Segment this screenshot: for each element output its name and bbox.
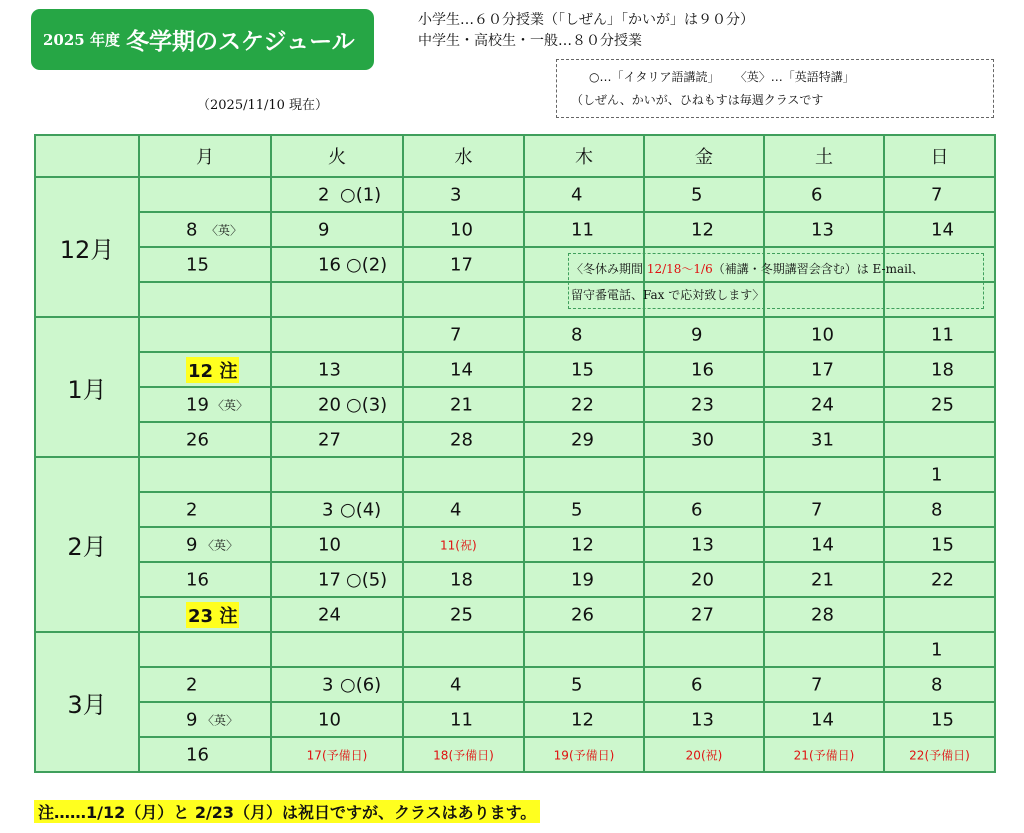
day-number: 1 <box>931 464 943 485</box>
day-number: 10 <box>318 709 341 730</box>
day-number: 15 <box>931 709 954 730</box>
day-number: 15 <box>931 534 954 555</box>
weekday-thu: 木 <box>524 135 644 177</box>
day-number: 3 <box>322 499 334 520</box>
day-cell <box>764 632 884 667</box>
weekday-wed: 水 <box>403 135 524 177</box>
day-cell <box>271 387 403 422</box>
day-number: 14 <box>931 219 954 240</box>
weekday-mon: 月 <box>139 135 271 177</box>
day-cell <box>524 527 644 562</box>
day-cell <box>403 422 524 457</box>
reserve-day: 17(予備日) <box>306 748 368 762</box>
day-cell <box>764 492 884 527</box>
day-number: 16 <box>691 359 714 380</box>
holiday-date: 11(祝) <box>440 538 477 552</box>
italian-mark: ○(2) <box>346 254 388 275</box>
day-cell <box>524 212 644 247</box>
month-label-feb: 2月 <box>35 457 139 632</box>
day-cell <box>764 387 884 422</box>
table-row <box>35 737 995 772</box>
day-cell <box>271 562 403 597</box>
day-cell <box>271 527 403 562</box>
day-number: 6 <box>691 499 703 520</box>
day-cell <box>403 247 524 282</box>
day-number: 13 <box>691 534 714 555</box>
day-cell <box>884 597 995 632</box>
day-number: 22 <box>571 394 594 415</box>
weekday-fri: 金 <box>644 135 764 177</box>
day-number: 20 <box>318 394 341 415</box>
day-cell <box>644 737 764 772</box>
day-number: 26 <box>571 604 594 625</box>
day-number: 4 <box>571 184 583 205</box>
day-cell <box>271 247 403 282</box>
day-cell <box>271 352 403 387</box>
day-cell <box>764 667 884 702</box>
day-cell <box>764 177 884 212</box>
day-number: 26 <box>186 429 209 450</box>
table-row <box>35 702 995 737</box>
day-cell <box>644 387 764 422</box>
english-mark: 〈英〉 <box>202 713 239 727</box>
day-number: 24 <box>811 394 834 415</box>
schedule-calendar <box>34 134 996 773</box>
day-number: 13 <box>691 709 714 730</box>
day-number: 5 <box>571 499 583 520</box>
day-cell <box>403 562 524 597</box>
day-cell <box>764 597 884 632</box>
day-cell <box>884 667 995 702</box>
day-cell <box>139 562 271 597</box>
day-number: 16 <box>318 254 341 275</box>
notice-line-1 <box>571 260 924 277</box>
year-label: 2025 年度 <box>43 31 120 49</box>
day-cell <box>884 492 995 527</box>
table-row <box>35 317 995 352</box>
day-cell <box>644 562 764 597</box>
day-number: 3 <box>450 184 462 205</box>
day-cell <box>524 562 644 597</box>
table-row <box>35 562 995 597</box>
day-cell <box>644 667 764 702</box>
day-cell <box>139 282 271 317</box>
day-cell <box>884 317 995 352</box>
weekday-sat: 土 <box>764 135 884 177</box>
day-number: 16 <box>186 569 209 590</box>
day-number: 23 <box>691 394 714 415</box>
day-number: 10 <box>811 324 834 345</box>
table-row <box>35 457 995 492</box>
day-cell <box>403 282 524 317</box>
day-cell <box>644 492 764 527</box>
day-cell <box>884 422 995 457</box>
day-cell <box>884 527 995 562</box>
day-cell <box>139 352 271 387</box>
corner-cell <box>35 135 139 177</box>
day-cell <box>403 597 524 632</box>
day-number: 12 <box>571 534 594 555</box>
day-number: 30 <box>691 429 714 450</box>
weekday-header-row <box>35 135 995 177</box>
legend-line-2: （しぜん、かいが、ひねもすは毎週クラスです <box>571 93 824 107</box>
day-number: 13 <box>318 359 341 380</box>
table-row <box>35 387 995 422</box>
day-cell <box>139 317 271 352</box>
day-number: 14 <box>811 709 834 730</box>
day-number: 11 <box>571 219 594 240</box>
day-number: 10 <box>450 219 473 240</box>
table-row <box>35 527 995 562</box>
day-number: 21 <box>450 394 473 415</box>
day-cell <box>764 527 884 562</box>
day-number: 7 <box>811 499 823 520</box>
day-cell <box>524 702 644 737</box>
day-number: 9 <box>186 534 198 555</box>
day-number: 19 <box>571 569 594 590</box>
day-cell <box>884 352 995 387</box>
reserve-day: 19(予備日) <box>553 748 615 762</box>
reserve-day: 21(予備日) <box>793 748 855 762</box>
day-number: 9 <box>691 324 703 345</box>
day-number: 8 <box>931 499 943 520</box>
day-cell <box>524 667 644 702</box>
day-cell <box>271 667 403 702</box>
day-cell <box>403 212 524 247</box>
day-number: 22 <box>931 569 954 590</box>
day-cell <box>644 702 764 737</box>
day-cell <box>884 387 995 422</box>
winter-break-notice <box>568 253 984 309</box>
day-number: 2 <box>186 674 198 695</box>
day-number: 12 <box>691 219 714 240</box>
day-number: 4 <box>450 499 462 520</box>
day-number: 17 <box>318 569 341 590</box>
day-number: 17 <box>450 254 473 275</box>
footnote: 注……1/12（月）と 2/23（月）は祝日ですが、クラスはあります。 <box>34 800 540 823</box>
day-number: 27 <box>318 429 341 450</box>
holiday-class-day: 12 注 <box>186 357 239 383</box>
day-number: 25 <box>450 604 473 625</box>
italian-mark: ○(1) <box>340 184 382 205</box>
day-cell <box>403 492 524 527</box>
day-number: 14 <box>450 359 473 380</box>
day-number: 11 <box>931 324 954 345</box>
day-cell <box>644 457 764 492</box>
day-cell <box>271 212 403 247</box>
day-cell <box>271 492 403 527</box>
day-number: 2 <box>186 499 198 520</box>
day-cell <box>524 597 644 632</box>
day-number: 6 <box>691 674 703 695</box>
day-number: 28 <box>450 429 473 450</box>
day-number: 8 <box>931 674 943 695</box>
day-cell <box>644 422 764 457</box>
day-number: 25 <box>931 394 954 415</box>
day-cell <box>403 457 524 492</box>
day-cell <box>139 422 271 457</box>
day-number: 5 <box>571 674 583 695</box>
day-cell <box>139 387 271 422</box>
day-number: 4 <box>450 674 462 695</box>
notice-break-dates: 12/18〜1/6 <box>646 262 713 276</box>
title-banner <box>31 9 374 70</box>
notice-text: （補講・冬期講習会含む）は E-mail、 <box>712 262 924 276</box>
day-cell <box>139 737 271 772</box>
day-cell <box>524 352 644 387</box>
italian-mark: ○(5) <box>346 569 388 590</box>
english-mark: 〈英〉 <box>206 223 243 237</box>
day-cell <box>884 562 995 597</box>
day-cell <box>764 352 884 387</box>
day-cell <box>764 562 884 597</box>
day-number: 8 <box>186 219 198 240</box>
day-number: 20 <box>691 569 714 590</box>
page-title: 冬学期のスケジュール <box>125 29 355 55</box>
day-number: 19 <box>186 394 209 415</box>
day-cell <box>271 177 403 212</box>
day-cell <box>139 597 271 632</box>
weekday-tue: 火 <box>271 135 403 177</box>
day-cell <box>764 737 884 772</box>
table-row <box>35 632 995 667</box>
month-label-jan: 1月 <box>35 317 139 457</box>
day-cell <box>884 702 995 737</box>
day-number: 7 <box>931 184 943 205</box>
day-cell <box>884 212 995 247</box>
day-number: 24 <box>318 604 341 625</box>
day-number: 27 <box>691 604 714 625</box>
day-number: 7 <box>450 324 462 345</box>
day-number: 9 <box>186 709 198 730</box>
day-cell <box>271 702 403 737</box>
day-number: 18 <box>931 359 954 380</box>
italian-mark: ○(3) <box>346 394 388 415</box>
day-number: 28 <box>811 604 834 625</box>
holiday-date: 20(祝) <box>685 748 723 762</box>
day-number: 17 <box>811 359 834 380</box>
day-number: 14 <box>811 534 834 555</box>
day-cell <box>644 597 764 632</box>
table-row <box>35 422 995 457</box>
day-number: 12 <box>571 709 594 730</box>
day-number: 21 <box>811 569 834 590</box>
day-cell <box>403 387 524 422</box>
day-number: 8 <box>571 324 583 345</box>
table-row <box>35 177 995 212</box>
day-cell <box>764 702 884 737</box>
day-number: 7 <box>811 674 823 695</box>
day-cell <box>764 212 884 247</box>
month-label-dec: 12月 <box>35 177 139 317</box>
day-cell <box>884 457 995 492</box>
day-cell <box>644 352 764 387</box>
weekday-sun: 日 <box>884 135 995 177</box>
day-cell <box>403 352 524 387</box>
day-number: 15 <box>186 254 209 275</box>
day-cell <box>524 387 644 422</box>
day-cell <box>644 632 764 667</box>
day-cell <box>139 457 271 492</box>
day-cell <box>884 177 995 212</box>
day-cell <box>403 667 524 702</box>
day-number: 10 <box>318 534 341 555</box>
class-duration-info <box>418 10 754 52</box>
reserve-day: 22(予備日) <box>909 748 970 762</box>
day-cell <box>139 247 271 282</box>
day-cell <box>403 177 524 212</box>
day-cell <box>884 737 995 772</box>
day-number: 16 <box>186 744 209 765</box>
day-cell <box>644 317 764 352</box>
day-cell <box>764 317 884 352</box>
day-cell <box>644 212 764 247</box>
holiday-class-day: 23 注 <box>186 602 239 628</box>
table-row <box>35 352 995 387</box>
day-number: 3 <box>322 674 334 695</box>
day-cell <box>271 632 403 667</box>
italian-mark: ○(6) <box>340 674 382 695</box>
day-number: 29 <box>571 429 594 450</box>
english-mark: 〈英〉 <box>202 538 239 552</box>
day-cell <box>271 282 403 317</box>
day-number: 31 <box>811 429 834 450</box>
month-label-mar: 3月 <box>35 632 139 772</box>
info-line-elementary: 小学生…６０分授業（「しぜん」「かいが」は９０分） <box>418 12 754 28</box>
day-cell <box>403 702 524 737</box>
day-cell <box>884 632 995 667</box>
day-cell <box>139 632 271 667</box>
day-cell <box>139 527 271 562</box>
day-cell <box>271 422 403 457</box>
day-number: 2 <box>318 184 330 205</box>
day-number: 13 <box>811 219 834 240</box>
day-number: 15 <box>571 359 594 380</box>
day-cell <box>524 177 644 212</box>
day-cell <box>403 737 524 772</box>
as-of-date: （2025/11/10 現在） <box>197 98 329 113</box>
table-row <box>35 212 995 247</box>
notice-line-2: 留守番電話、Fax で応対致します〉 <box>571 288 765 302</box>
day-cell <box>644 177 764 212</box>
legend-box <box>556 59 994 118</box>
day-cell <box>644 527 764 562</box>
table-row <box>35 492 995 527</box>
info-line-secondary: 中学生・高校生・一般…８０分授業 <box>418 33 642 49</box>
day-cell <box>403 527 524 562</box>
day-number: 1 <box>931 639 943 660</box>
reserve-day: 18(予備日) <box>433 748 494 762</box>
day-number: 18 <box>450 569 473 590</box>
english-mark: 〈英〉 <box>212 398 249 412</box>
day-number: 9 <box>318 219 330 240</box>
day-cell <box>524 492 644 527</box>
day-cell <box>524 422 644 457</box>
day-cell <box>524 317 644 352</box>
day-cell <box>524 457 644 492</box>
day-cell <box>271 317 403 352</box>
table-row <box>35 597 995 632</box>
day-number: 5 <box>691 184 703 205</box>
day-cell <box>139 177 271 212</box>
day-cell <box>139 212 271 247</box>
day-cell <box>403 632 524 667</box>
day-cell <box>403 317 524 352</box>
day-number: 11 <box>450 709 473 730</box>
day-cell <box>271 597 403 632</box>
table-row <box>35 667 995 702</box>
day-cell <box>764 422 884 457</box>
day-cell <box>139 702 271 737</box>
legend-line-1: ○…「イタリア語講読」 〈英〉…「英語特講」 <box>589 70 855 84</box>
notice-text: 〈冬休み期間 <box>571 262 647 276</box>
day-cell <box>764 457 884 492</box>
day-cell <box>271 737 403 772</box>
day-number: 6 <box>811 184 823 205</box>
day-cell <box>139 492 271 527</box>
italian-mark: ○(4) <box>340 499 382 520</box>
day-cell <box>271 457 403 492</box>
day-cell <box>524 737 644 772</box>
day-cell <box>139 667 271 702</box>
day-cell <box>524 632 644 667</box>
